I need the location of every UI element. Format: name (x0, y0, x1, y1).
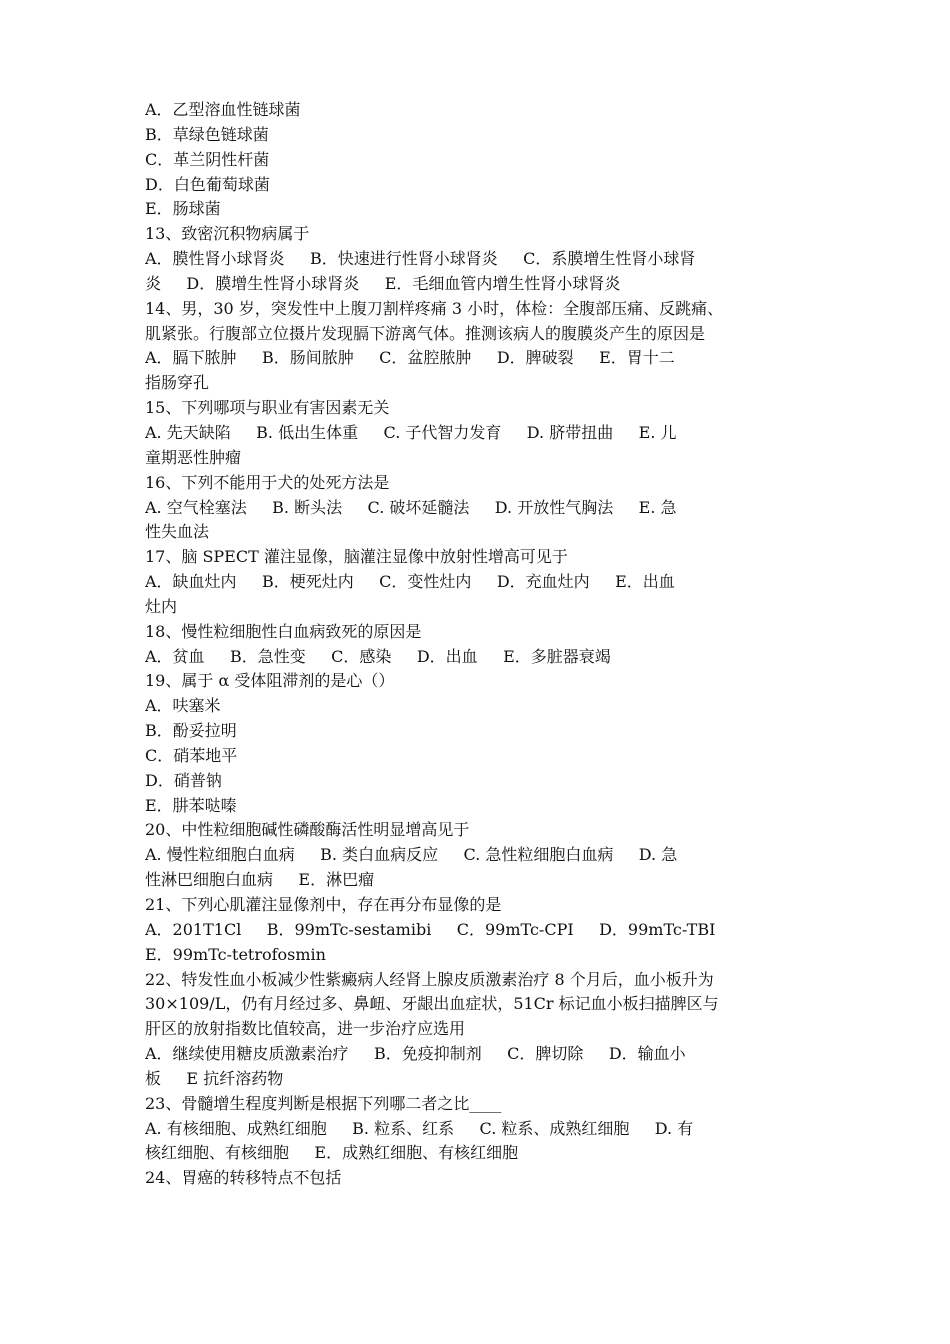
text-line: E．肼苯哒嗪 (145, 795, 237, 815)
text-line: A．膜性肾小球肾炎 B．快速进行性肾小球肾炎 C．系膜增生性肾小球肾 (145, 249, 696, 269)
text-line: A．乙型溶血性链球菌 (145, 100, 301, 119)
text-line: 炎 D．膜增生性肾小球肾炎 E．毛细血管内增生性肾小球肾炎 (145, 273, 621, 293)
text-line: 肌紧张。行腹部立位摄片发现膈下游离气体。推测该病人的腹膜炎产生的原因是 (145, 323, 706, 343)
text-line: 性失血法 (145, 522, 210, 542)
text-line: A．贫血 B．急性变 C．感染 D．出血 E．多脏器衰竭 (145, 646, 611, 666)
text-line: E．肠球菌 (145, 199, 221, 219)
text-line: 肝区的放射指数比值较高，进一步治疗应选用 (145, 1019, 466, 1039)
text-line: D．白色葡萄球菌 (145, 174, 270, 194)
text-line: 童期恶性肿瘤 (145, 447, 242, 467)
text-line: 23、骨髓增生程度判断是根据下列哪二者之比____ (145, 1093, 502, 1113)
text-line: 18、慢性粒细胞性白血病致死的原因是 (145, 621, 422, 641)
text-line: 16、下列不能用于犬的处死方法是 (145, 472, 390, 492)
text-line: A．呋塞米 (145, 696, 221, 716)
text-line: A. 空气栓塞法 B. 断头法 C. 破坏延髓法 D. 开放性气胸法 E. 急 (145, 497, 677, 517)
text-line: A. 有核细胞、成熟红细胞 B. 粒系、红系 C. 粒系、成熟红细胞 D. 有 (145, 1118, 694, 1138)
text-line: 14、男，30 岁，突发性中上腹刀割样疼痛 3 小时，体检：全腹部压痛、反跳痛、 (145, 298, 724, 318)
text-line: A．缺血灶内 B．梗死灶内 C．变性灶内 D．充血灶内 E．出血 (145, 572, 675, 592)
text-line: B．酚妥拉明 (145, 721, 237, 741)
text-line: B．草绿色链球菌 (145, 124, 269, 144)
text-line: 指肠穿孔 (145, 373, 210, 393)
text-line: 24、胃癌的转移特点不包括 (145, 1168, 342, 1188)
text-line: 19、属于 α 受体阻滞剂的是心（） (145, 671, 395, 691)
text-line: A. 先天缺陷 B. 低出生体重 C. 子代智力发育 D. 脐带扭曲 E. 儿 (145, 422, 677, 442)
text-line: C．硝苯地平 (145, 745, 238, 765)
text-line: 21、下列心肌灌注显像剂中，存在再分布显像的是 (145, 895, 502, 914)
text-line: D．硝普钠 (145, 770, 222, 790)
text-line: A. 慢性粒细胞白血病 B. 类白血病反应 C. 急性粒细胞白血病 D. 急 (145, 845, 678, 865)
text-line: A．继续使用糖皮质激素治疗 B．免疫抑制剂 C．脾切除 D．输血小 (145, 1044, 686, 1064)
text-line: 15、下列哪项与职业有害因素无关 (145, 398, 390, 418)
text-line: A．膈下脓肿 B．肠间脓肿 C．盆腔脓肿 D．脾破裂 E．胃十二 (145, 348, 675, 368)
text-line: E．99mTc-tetrofosmin (145, 944, 326, 964)
text-line: 20、中性粒细胞碱性磷酸酶活性明显增高见于 (145, 820, 470, 840)
text-line: 灶内 (145, 596, 178, 616)
text-line: C．革兰阴性杆菌 (145, 149, 270, 169)
text-line: A．201T1Cl B．99mTc-sestamibi C．99mTc-CPI D．99mTc-TBI (145, 919, 716, 939)
text-line: 性淋巴细胞白血病 E．淋巴瘤 (145, 870, 375, 890)
exam-text (145, 98, 810, 1191)
text-line: 22、特发性血小板减少性紫癜病人经肾上腺皮质激素治疗 8 个月后，血小板升为 (145, 969, 714, 989)
text-line: 30×109/L，仍有月经过多、鼻衄、牙龈出血症状，51Cr 标记血小板扫描脾区与 (145, 994, 719, 1014)
text-line: 17、脑 SPECT 灌注显像，脑灌注显像中放射性增高可见于 (145, 547, 568, 567)
text-line: 核红细胞、有核细胞 E．成熟红细胞、有核红细胞 (145, 1143, 519, 1163)
text-line: 13、致密沉积物病属于 (145, 224, 310, 244)
text-line: 板 E 抗纤溶药物 (145, 1068, 284, 1088)
